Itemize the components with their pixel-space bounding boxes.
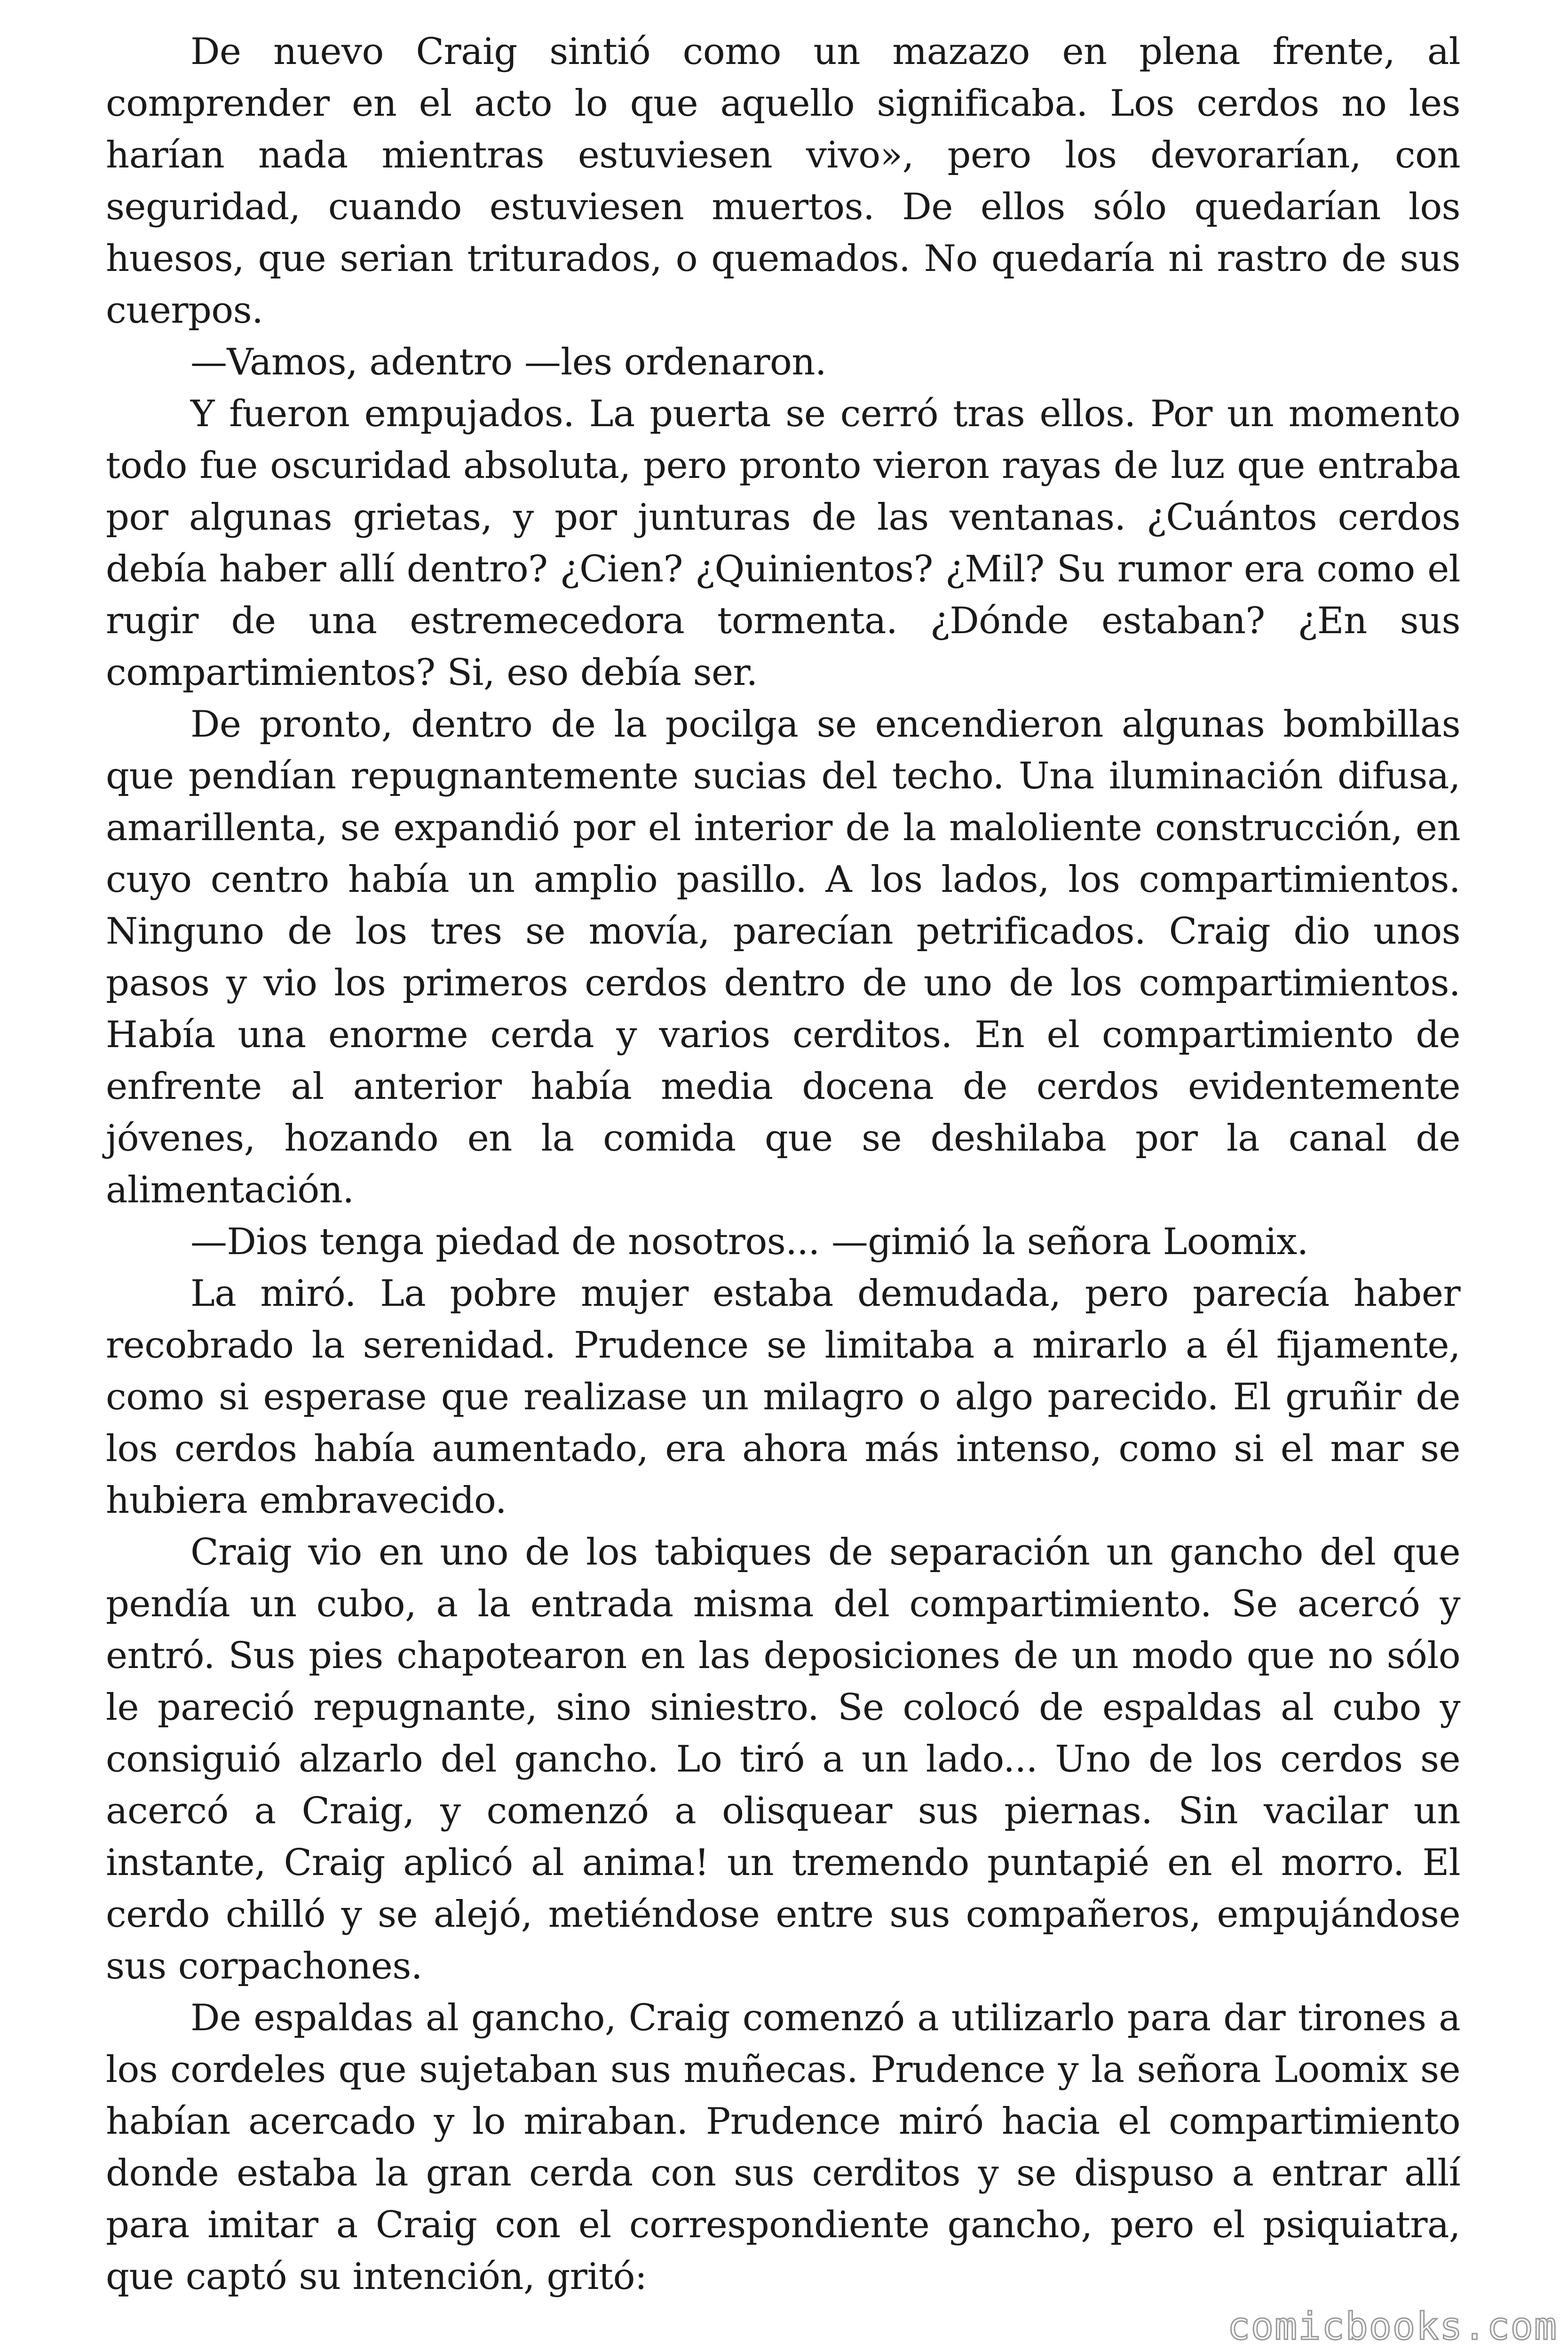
paragraph: La miró. La pobre mujer estaba demudada, pero parecía haber recobrado la serenidad. Prudence se limitaba a mirarlo a él fijamente, como si esperase que realizase un milagro o algo parecido. El gruñir de los cerdos había aumentado, era ahora más intenso, como si el mar se hubiera embravecido. (106, 1272, 1460, 1522)
paragraph: —Dios tenga piedad de nosotros... —gimió la señora Loomix. (190, 1221, 1308, 1263)
watermark: comicbooks.com (1227, 2304, 1558, 2348)
paragraph: De pronto, dentro de la pocilga se encendieron algunas bombillas que pendían repugnantemente sucias del techo. Una iluminación difusa, amarillenta, se expandió por el interior de la maloliente construcción, en cuyo centro había un amplio pasillo. A los lados, los compartimientos. Ninguno de los tres se movía, parecían petrificados. Craig dio unos pasos y vio los primeros cerdos dentro de uno de los compartimientos. Había una enorme cerda y varios cerditos. En el compartimiento de enfrente al anterior había media docena de cerdos evidentemente jóvenes, hozando en la comida que se deshilaba por la canal de alimentación. (106, 703, 1460, 1211)
book-page (106, 26, 1460, 2303)
paragraph: Y fueron empujados. La puerta se cerró tras ellos. Por un momento todo fue oscuridad absoluta, pero pronto vieron rayas de luz que entraba por algunas grietas, y por junturas de las ventanas. ¿Cuántos cerdos debía haber allí dentro? ¿Cien? ¿Quinientos? ¿Mil? Su rumor era como el rugir de una estremecedora tormenta. ¿Dónde estaban? ¿En sus compartimientos? Si, eso debía ser. (106, 393, 1460, 694)
paragraph: —Vamos, adentro —les ordenaron. (190, 341, 827, 383)
paragraph: Craig vio en uno de los tabiques de separación un gancho del que pendía un cubo, a la entrada misma del compartimiento. Se acercó y entró. Sus pies chapotearon en las deposiciones de un modo que no sólo le pareció repugnante, sino siniestro. Se colocó de espaldas al cubo y consiguió alzarlo del gancho. Lo tiró a un lado... Uno de los cerdos se acercó a Craig, y comenzó a olisquear sus piernas. Sin vacilar un instante, Craig aplicó al anima! un tremendo puntapié en el morro. El cerdo chilló y se alejó, metiéndose entre sus compañeros, empujándose sus corpachones. (106, 1531, 1460, 1987)
paragraph: De espaldas al gancho, Craig comenzó a utilizarlo para dar tirones a los cordeles que sujetaban sus muñecas. Prudence y la señora Loomix se habían acercado y lo miraban. Prudence miró hacia el compartimiento donde estaba la gran cerda con sus cerditos y se dispuso a entrar allí para imitar a Craig con el correspondiente gancho, pero el psiquiatra, que captó su intención, gritó: (106, 1997, 1460, 2298)
paragraph: De nuevo Craig sintió como un mazazo en plena frente, al comprender en el acto lo que aquello significaba. Los cerdos no les harían nada mientras estuviesen vivo», pero los devorarían, con seguridad, cuando estuviesen muertos. De ellos sólo quedarían los huesos, que serian triturados, o quemados. No quedaría ni rastro de sus cuerpos. (106, 31, 1460, 332)
